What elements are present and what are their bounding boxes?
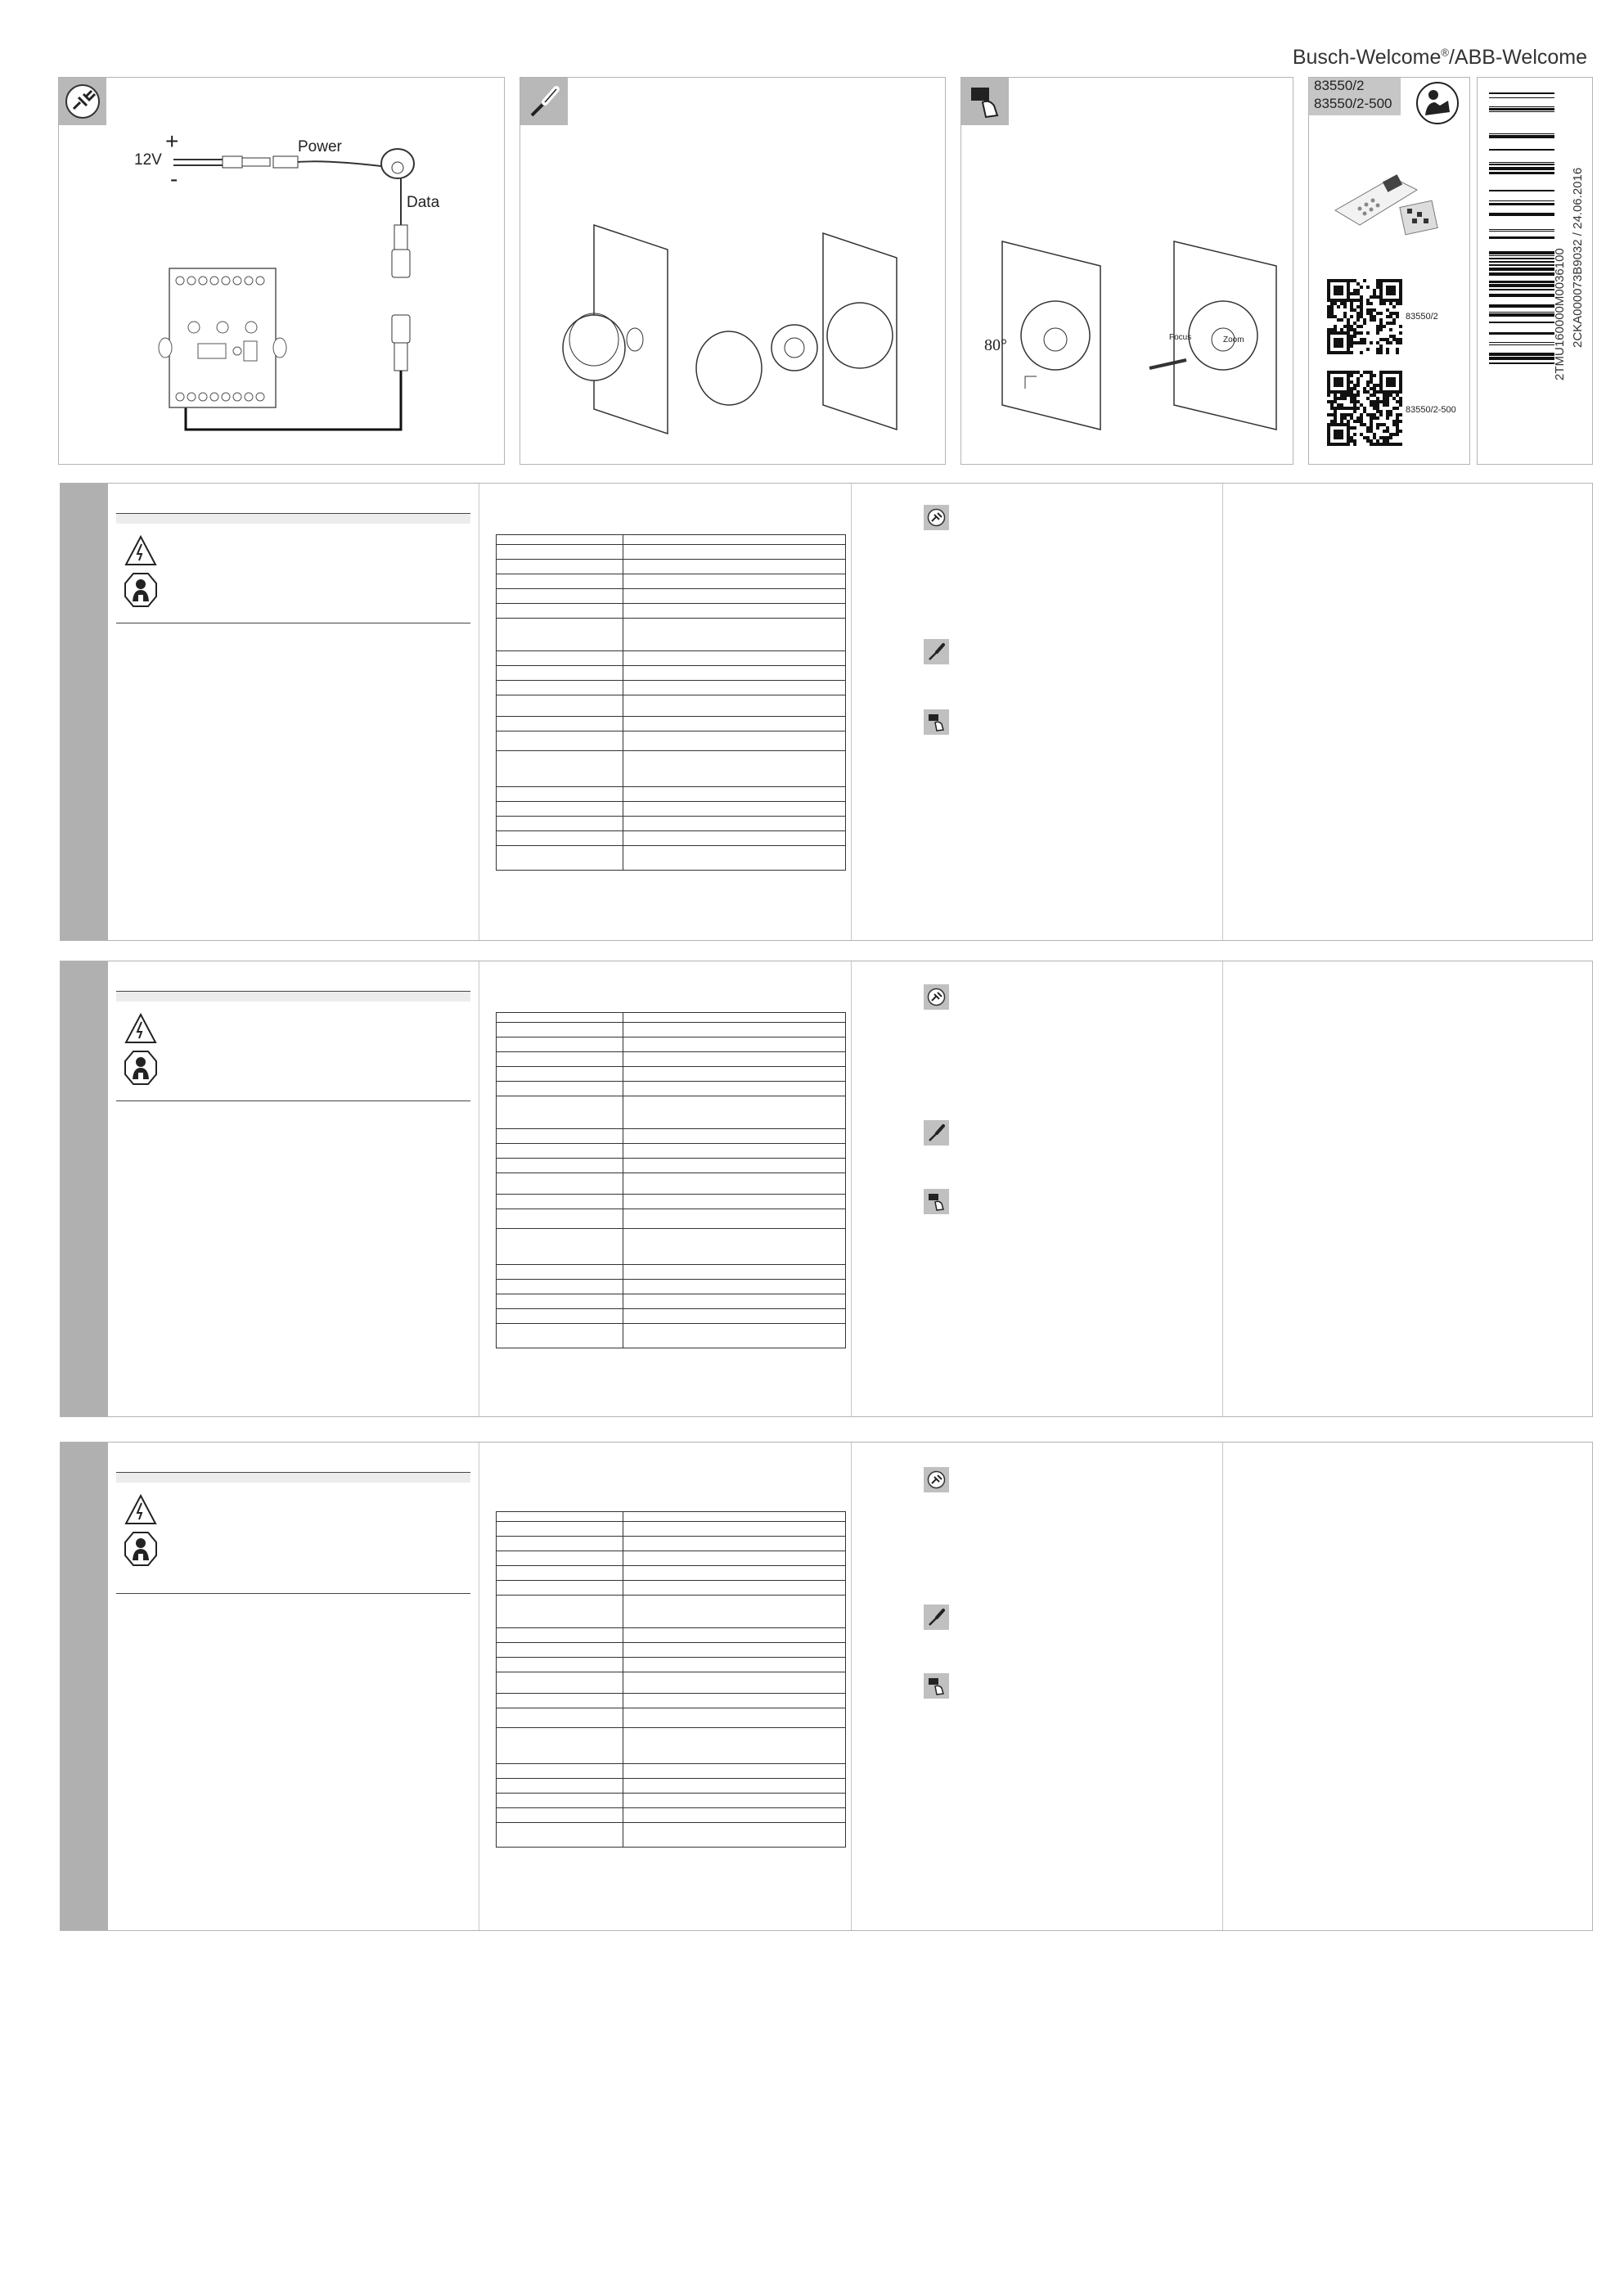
table-cell <box>623 574 846 589</box>
data-label: Data <box>407 194 440 211</box>
table-row <box>497 1728 846 1764</box>
table-row <box>497 1082 846 1096</box>
table-cell <box>623 1052 846 1067</box>
table-cell <box>623 1129 846 1144</box>
table-cell <box>623 619 846 651</box>
safety-header-rule <box>116 513 470 524</box>
table-cell <box>497 1779 623 1794</box>
table-row <box>497 574 846 589</box>
table-cell <box>497 1013 623 1023</box>
electrician-icon <box>124 1050 158 1090</box>
table-cell <box>497 731 623 751</box>
technical-data-table <box>496 1012 846 1348</box>
table-row <box>497 1823 846 1848</box>
table-row <box>497 589 846 604</box>
qr-code-2 <box>1327 371 1402 446</box>
barcode <box>1489 92 1554 364</box>
table-cell <box>623 1159 846 1173</box>
screwdriver-icon <box>924 1605 949 1630</box>
table-cell <box>623 1551 846 1566</box>
table-cell <box>497 787 623 802</box>
barcode-panel <box>1477 77 1593 465</box>
table-cell <box>623 1013 846 1023</box>
plus-label: + <box>165 128 179 154</box>
plug-icon <box>924 505 949 530</box>
qr-code-1 <box>1327 279 1402 354</box>
screwdriver-icon <box>924 1120 949 1146</box>
adjustment-panel <box>960 77 1293 465</box>
table-cell <box>497 535 623 545</box>
table-cell <box>497 1708 623 1728</box>
table-row <box>497 1628 846 1643</box>
table-cell <box>497 1129 623 1144</box>
table-cell <box>497 619 623 651</box>
table-cell <box>623 1808 846 1823</box>
table-cell <box>497 1643 623 1658</box>
table-row <box>497 1794 846 1808</box>
table-cell <box>623 1512 846 1522</box>
table-cell <box>497 1173 623 1195</box>
table-row <box>497 1173 846 1195</box>
table-row <box>497 717 846 731</box>
table-row <box>497 1229 846 1265</box>
product-code-2: 83550/2-500 <box>1314 96 1392 111</box>
table-cell <box>623 1643 846 1658</box>
table-cell <box>623 1708 846 1728</box>
wiring-panel <box>58 77 505 465</box>
table-cell <box>497 1294 623 1309</box>
table-row <box>497 1643 846 1658</box>
language-section-1 <box>60 483 1593 941</box>
qr-label-2: 83550/2-500 <box>1406 405 1456 415</box>
table-cell <box>497 1229 623 1265</box>
table-cell <box>497 1144 623 1159</box>
table-row <box>497 1067 846 1082</box>
table-row <box>497 1195 846 1209</box>
column-divider <box>851 1443 852 1930</box>
table-row <box>497 802 846 817</box>
table-cell <box>497 1265 623 1280</box>
table-cell <box>623 1096 846 1129</box>
column-divider <box>851 961 852 1416</box>
table-row <box>497 1037 846 1052</box>
table-row <box>497 560 846 574</box>
table-cell <box>623 717 846 731</box>
table-row <box>497 1672 846 1694</box>
table-cell <box>623 817 846 831</box>
table-cell <box>497 1096 623 1129</box>
table-row <box>497 1309 846 1324</box>
table-cell <box>623 1209 846 1229</box>
table-row <box>497 545 846 560</box>
safety-footer-rule <box>116 1593 470 1594</box>
table-cell <box>623 751 846 787</box>
table-cell <box>623 1672 846 1694</box>
table-cell <box>497 1764 623 1779</box>
table-cell <box>623 1265 846 1280</box>
hand-adjust-icon <box>924 709 949 735</box>
table-row <box>497 1522 846 1537</box>
table-cell <box>497 1082 623 1096</box>
language-section-3 <box>60 1442 1593 1931</box>
table-cell <box>623 666 846 681</box>
table-row <box>497 1023 846 1037</box>
table-row <box>497 1280 846 1294</box>
table-cell <box>497 1209 623 1229</box>
table-cell <box>623 1280 846 1294</box>
table-cell <box>497 1037 623 1052</box>
column-divider <box>1222 961 1223 1416</box>
table-cell <box>497 1522 623 1537</box>
table-cell <box>497 751 623 787</box>
table-cell <box>623 1823 846 1848</box>
electric-warning-icon <box>124 1493 158 1530</box>
table-cell <box>623 1537 846 1551</box>
table-cell <box>623 846 846 871</box>
doc-reference: 2CKA000073B9032 / 24.06.2016 <box>1571 167 1585 348</box>
table-cell <box>497 1551 623 1566</box>
focus-label: Focus <box>1169 333 1192 342</box>
table-cell <box>497 651 623 666</box>
table-cell <box>623 1294 846 1309</box>
table-cell <box>623 1144 846 1159</box>
table-row <box>497 1596 846 1628</box>
table-row <box>497 1551 846 1566</box>
table-cell <box>623 731 846 751</box>
table-row <box>497 681 846 695</box>
table-row <box>497 619 846 651</box>
table-row <box>497 1052 846 1067</box>
table-cell <box>497 1067 623 1082</box>
table-cell <box>497 817 623 831</box>
column-divider <box>1222 1443 1223 1930</box>
table-row <box>497 1324 846 1348</box>
table-row <box>497 731 846 751</box>
table-cell <box>497 1596 623 1628</box>
table-cell <box>497 1566 623 1581</box>
column-divider <box>851 484 852 940</box>
table-cell <box>497 681 623 695</box>
table-cell <box>497 1023 623 1037</box>
electric-warning-icon <box>124 534 158 571</box>
table-cell <box>623 1023 846 1037</box>
table-cell <box>623 681 846 695</box>
table-row <box>497 1144 846 1159</box>
table-cell <box>497 1728 623 1764</box>
table-cell <box>497 1658 623 1672</box>
section-tab <box>61 484 108 940</box>
table-row <box>497 1512 846 1522</box>
table-cell <box>497 1537 623 1551</box>
language-section-2 <box>60 961 1593 1417</box>
table-cell <box>497 1309 623 1324</box>
table-cell <box>497 545 623 560</box>
table-cell <box>623 1596 846 1628</box>
table-row <box>497 1265 846 1280</box>
table-cell <box>497 1195 623 1209</box>
table-cell <box>623 1794 846 1808</box>
table-cell <box>623 1082 846 1096</box>
table-row <box>497 666 846 681</box>
table-cell <box>497 1794 623 1808</box>
table-cell <box>623 1694 846 1708</box>
table-row <box>497 1764 846 1779</box>
table-cell <box>623 651 846 666</box>
table-cell <box>623 1779 846 1794</box>
product-panel <box>1308 77 1470 465</box>
table-cell <box>623 1195 846 1209</box>
technical-data-table <box>496 1511 846 1848</box>
table-cell <box>497 695 623 717</box>
table-cell <box>623 831 846 846</box>
table-cell <box>497 1823 623 1848</box>
table-cell <box>623 1037 846 1052</box>
table-row <box>497 535 846 545</box>
zoom-label: Zoom <box>1223 335 1244 344</box>
table-cell <box>623 1628 846 1643</box>
table-cell <box>497 1159 623 1173</box>
safety-footer-rule <box>116 1100 470 1101</box>
table-cell <box>623 535 846 545</box>
table-cell <box>623 695 846 717</box>
table-cell <box>497 666 623 681</box>
table-cell <box>497 846 623 871</box>
table-cell <box>497 1694 623 1708</box>
table-row <box>497 1129 846 1144</box>
table-cell <box>623 1581 846 1596</box>
brand-title: Busch-Welcome®/ABB-Welcome <box>1292 46 1587 69</box>
table-row <box>497 751 846 787</box>
table-row <box>497 1658 846 1672</box>
section-tab <box>61 1443 108 1930</box>
table-cell <box>623 1067 846 1082</box>
section-tab <box>61 961 108 1416</box>
table-cell <box>497 1280 623 1294</box>
barcode-number: 2TMU160000M0036100 <box>1553 248 1567 380</box>
table-cell <box>497 1512 623 1522</box>
table-cell <box>623 1658 846 1672</box>
table-cell <box>497 1672 623 1694</box>
table-cell <box>623 1566 846 1581</box>
table-row <box>497 831 846 846</box>
table-row <box>497 604 846 619</box>
table-row <box>497 1537 846 1551</box>
table-row <box>497 1159 846 1173</box>
table-cell <box>623 604 846 619</box>
table-row <box>497 1096 846 1129</box>
table-cell <box>623 545 846 560</box>
table-row <box>497 1808 846 1823</box>
table-row <box>497 695 846 717</box>
table-row <box>497 1694 846 1708</box>
table-row <box>497 1209 846 1229</box>
table-row <box>497 1013 846 1023</box>
plug-icon <box>924 984 949 1010</box>
electrician-icon <box>124 1531 158 1571</box>
minus-label: - <box>170 166 178 191</box>
voltage-label: 12V <box>134 151 162 169</box>
table-row <box>497 846 846 871</box>
column-divider <box>1222 484 1223 940</box>
table-cell <box>623 1728 846 1764</box>
screwdriver-icon <box>924 639 949 664</box>
table-cell <box>497 1628 623 1643</box>
table-cell <box>623 1309 846 1324</box>
table-cell <box>497 717 623 731</box>
safety-header-rule <box>116 1472 470 1483</box>
table-cell <box>623 1764 846 1779</box>
table-cell <box>623 560 846 574</box>
table-cell <box>497 604 623 619</box>
table-row <box>497 1294 846 1309</box>
electric-warning-icon <box>124 1012 158 1049</box>
table-cell <box>497 802 623 817</box>
manual-reader-icon <box>1415 81 1460 125</box>
hand-adjust-icon <box>924 1189 949 1214</box>
table-cell <box>497 1324 623 1348</box>
table-row <box>497 817 846 831</box>
product-code-1: 83550/2 <box>1314 78 1365 93</box>
table-cell <box>623 589 846 604</box>
device-image <box>1327 161 1450 251</box>
table-cell <box>497 560 623 574</box>
table-cell <box>497 1581 623 1596</box>
table-cell <box>623 802 846 817</box>
table-cell <box>623 1522 846 1537</box>
mounting-panel <box>520 77 946 465</box>
table-row <box>497 1566 846 1581</box>
table-cell <box>623 1173 846 1195</box>
table-cell <box>623 787 846 802</box>
qr-label-1: 83550/2 <box>1406 312 1438 322</box>
table-cell <box>497 1052 623 1067</box>
power-label: Power <box>298 138 342 155</box>
table-row <box>497 1779 846 1794</box>
table-row <box>497 1708 846 1728</box>
hand-adjust-icon <box>924 1673 949 1699</box>
table-cell <box>497 589 623 604</box>
table-cell <box>497 574 623 589</box>
plug-icon <box>924 1467 949 1492</box>
safety-header-rule <box>116 991 470 1001</box>
technical-data-table <box>496 534 846 871</box>
table-row <box>497 787 846 802</box>
table-row <box>497 1581 846 1596</box>
table-cell <box>497 831 623 846</box>
table-cell <box>623 1229 846 1265</box>
table-cell <box>623 1324 846 1348</box>
table-row <box>497 651 846 666</box>
angle-label: 80° <box>984 336 1007 354</box>
table-cell <box>497 1808 623 1823</box>
electrician-icon <box>124 572 158 612</box>
